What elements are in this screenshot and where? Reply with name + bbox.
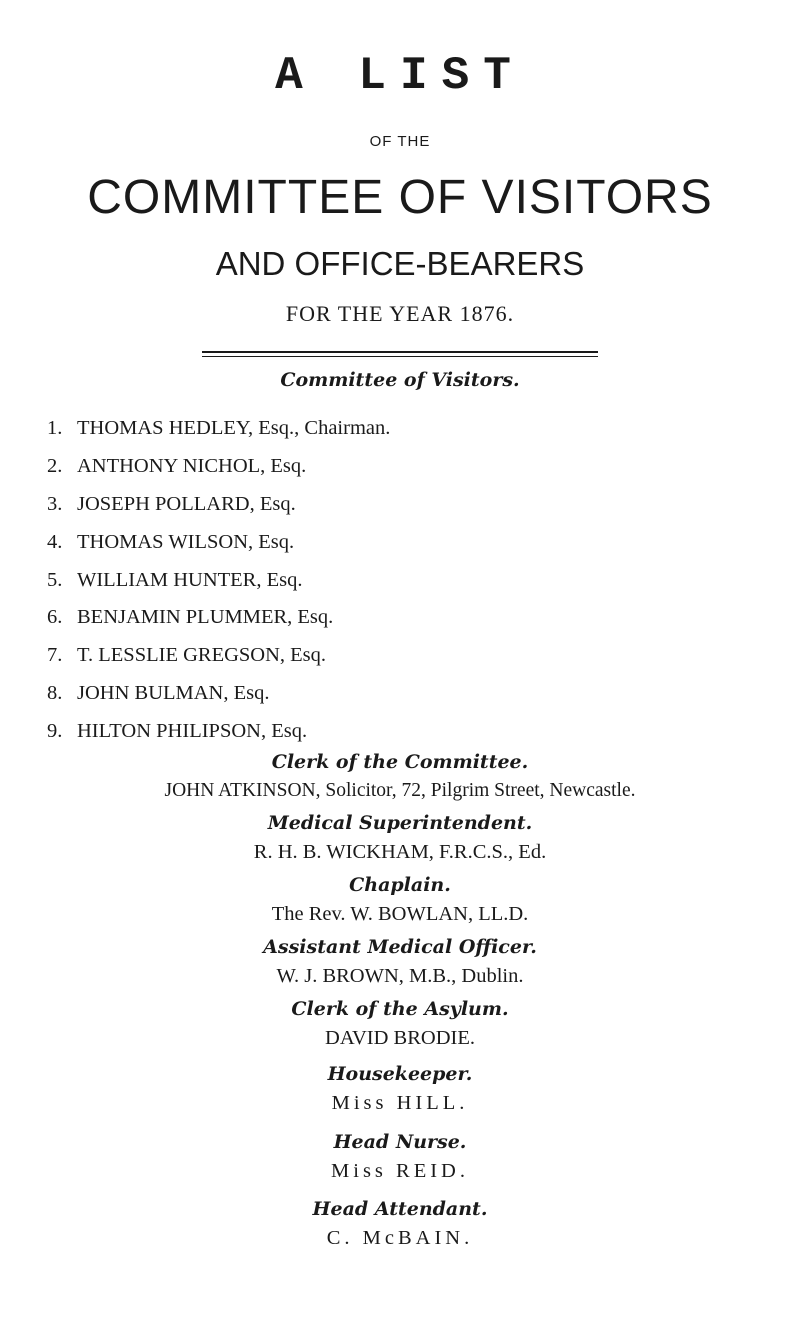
clerk-committee-title: Clerk of the Committee. bbox=[271, 751, 529, 773]
housekeeper-name: Miss HILL. bbox=[331, 1092, 469, 1114]
heading-year: FOR THE YEAR 1876. bbox=[285, 301, 515, 326]
member-number: 2. bbox=[47, 454, 63, 477]
clerk-asylum-name: DAVID BRODIE. bbox=[325, 1027, 475, 1049]
chaplain-title: Chaplain. bbox=[349, 874, 451, 896]
list-item bbox=[47, 637, 390, 675]
assistant-medical-officer-name: W. J. BROWN, M.B., Dublin. bbox=[276, 965, 524, 987]
member-name: JOHN BULMAN, Esq. bbox=[77, 682, 270, 705]
head-attendant-title: Head Attendant. bbox=[312, 1198, 488, 1220]
member-number: 9. bbox=[47, 720, 63, 743]
clerk-asylum-title: Clerk of the Asylum. bbox=[291, 998, 509, 1020]
list-item bbox=[47, 524, 390, 562]
list-item bbox=[47, 599, 390, 637]
head-nurse-title: Head Nurse. bbox=[333, 1131, 467, 1153]
member-name: T. LESSLIE GREGSON, Esq. bbox=[77, 644, 327, 667]
head-nurse-name: Miss REID. bbox=[331, 1160, 469, 1182]
assistant-medical-officer-title: Assistant Medical Officer. bbox=[263, 936, 537, 958]
list-item bbox=[47, 486, 390, 524]
member-number: 4. bbox=[47, 530, 63, 553]
member-number: 1. bbox=[47, 417, 63, 439]
heading-committee-of-visitors: COMMITTEE OF VISITORS bbox=[87, 171, 713, 224]
list-item bbox=[47, 675, 390, 713]
member-name: THOMAS WILSON, Esq. bbox=[77, 530, 295, 553]
list-item bbox=[47, 562, 390, 600]
committee-section-title: Committee of Visitors. bbox=[280, 369, 520, 391]
of-the-subtitle: OF THE bbox=[369, 133, 431, 150]
document-title: A LIST bbox=[275, 50, 525, 102]
head-attendant-name: C. McBAIN. bbox=[326, 1227, 474, 1249]
member-number: 3. bbox=[47, 492, 63, 515]
clerk-committee-name: JOHN ATKINSON, Solicitor, 72, Pilgrim Street, Newcastle. bbox=[164, 780, 636, 801]
member-name: ANTHONY NICHOL, Esq. bbox=[77, 454, 307, 477]
committee-member-list bbox=[47, 410, 390, 751]
divider-rule bbox=[202, 351, 598, 357]
member-number: 8. bbox=[47, 682, 63, 705]
member-name: JOSEPH POLLARD, Esq. bbox=[77, 492, 296, 515]
list-item bbox=[47, 713, 390, 751]
housekeeper-title: Housekeeper. bbox=[327, 1063, 473, 1085]
list-item bbox=[47, 410, 390, 448]
member-name: WILLIAM HUNTER, Esq. bbox=[77, 568, 303, 591]
list-item bbox=[47, 448, 390, 486]
member-name: HILTON PHILIPSON, Esq. bbox=[77, 720, 308, 743]
medical-superintendent-title: Medical Superintendent. bbox=[267, 812, 533, 834]
heading-office-bearers: AND OFFICE-BEARERS bbox=[215, 245, 585, 282]
member-name: BENJAMIN PLUMMER, Esq. bbox=[77, 606, 334, 629]
member-number: 5. bbox=[47, 568, 63, 591]
chaplain-name: The Rev. W. BOWLAN, LL.D. bbox=[271, 903, 529, 925]
member-number: 7. bbox=[47, 644, 63, 667]
member-number: 6. bbox=[47, 606, 63, 629]
member-name: THOMAS HEDLEY, Esq., Chairman. bbox=[77, 417, 391, 439]
medical-superintendent-name: R. H. B. WICKHAM, F.R.C.S., Ed. bbox=[253, 841, 547, 863]
